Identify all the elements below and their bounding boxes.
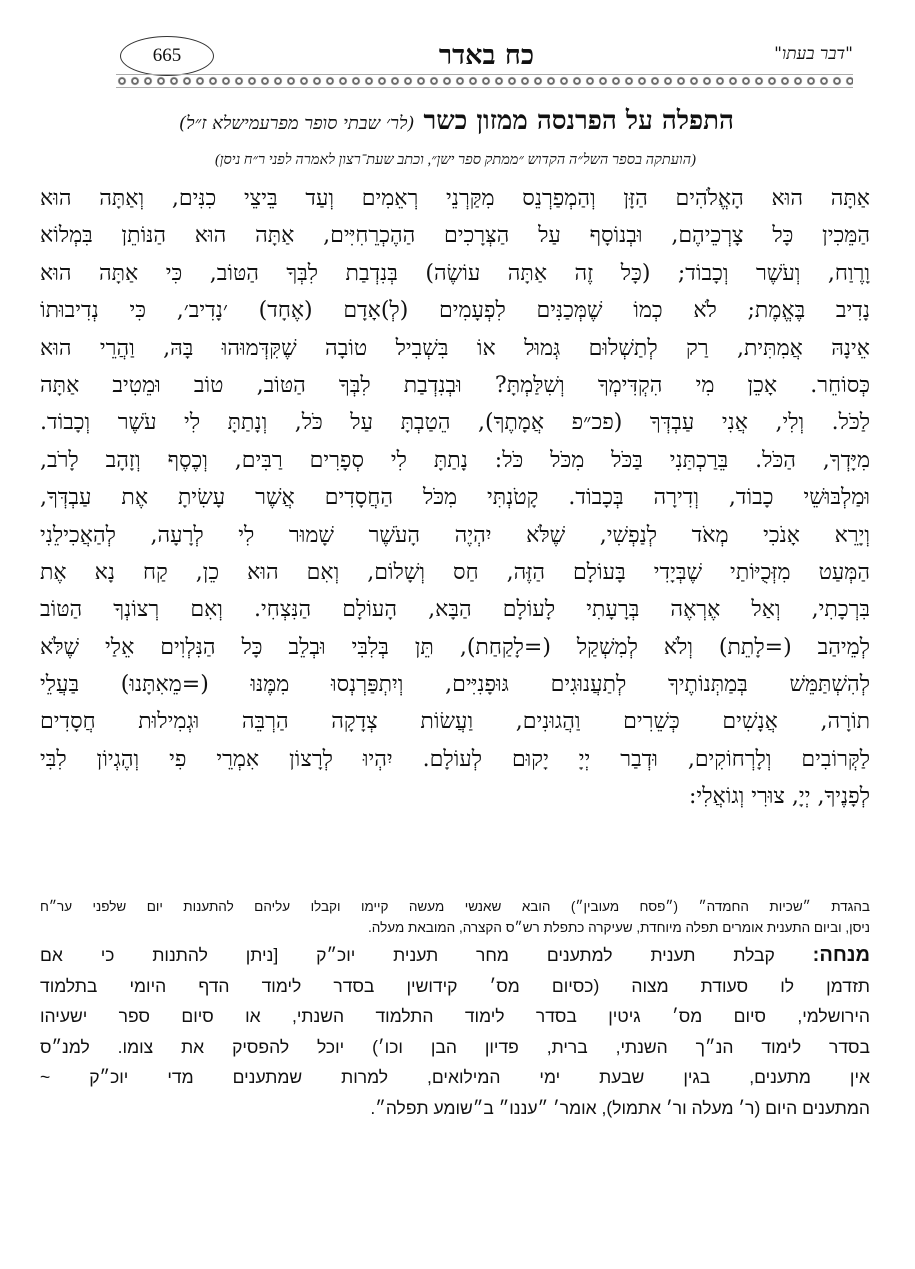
prayer-line: לְהִשְׁתַּמֵּשׁ בְּמַתְּנוֹתֶיךָ לְתַעֲנוּגִים גּוּפָנִיִּים, וְיִתְפַּרְנְסוּ מִמֶּנּוּ (=מֵאִתָּנוּ) בַּעֲלֵי: [40, 672, 870, 698]
prayer-author-note: (לר׳ שבתי סופר מפרעמישלא ז״ל): [179, 113, 415, 134]
prayer-heading: [40, 106, 873, 136]
mincha-line: המתענים היום (ר׳ מעלה ור׳ אתמול), אומר׳ ״עננו״ ב״שומע תפלה״.: [370, 1097, 870, 1118]
prayer-line: הַמֵּכִין כָּל צָרְכֵיהֶם, וּבְנוֹסָף עַל הַצְּרָכִים הַהֶכְרֵחִיִּים, אַתָּה הוּא הַנּוֹתֵן בִּמְלוֹא: [40, 223, 870, 249]
mincha-line: אין מתענים, בגין שבעת ימי המילואים, למרות שמתענים מדי יוכ״ק ~: [40, 1067, 870, 1087]
prayer-line: וָרֶוַח, וְעֹשֶׁר וְכָבוֹד; (כָּל זֶה אַתָּה עוֹשֶׂה) בְּנִדְבַת לִבְּךָ הַטּוֹב, כִּי אַתָּה הוּא: [40, 260, 870, 286]
prayer-line: מִיָּדְךָ, הַכֹּל. בֵּרַכְתַּנִי בַּכֹּל מִכֹּל כֹּל: נָתַתָּ לִי סְפָרִים רַבִּים, וְכֶסֶף וְזָהָב לָרֹב,: [40, 447, 870, 473]
mincha-line: בסדר לימוד הנ״ך השנתי, ברית, פדיון הבן וכו׳) יוכל להפסיק את צומו. למנ״ס: [40, 1036, 870, 1057]
prayer-line: הַמְּעַט מִזְּכֻיּוֹתַי שֶׁבְּיָדִי בָּעוֹלָם הַזֶּה, חַס וְשָׁלוֹם, וְאִם הוּא כֵן, קַח נָא אֶת: [40, 559, 870, 585]
mincha-line: תזדמן לו סעודת מצוה (כסיום מס׳ קידושין בסדר לימוד הדף היומי בתלמוד: [40, 975, 870, 996]
date-heading: כח באדר: [438, 40, 535, 71]
book-title: "דבר בעתו": [774, 44, 853, 64]
prayer-line: כְּסוֹחֵר. אָכֵן מִי הִקְדִּימְךָ וְשִׁלַּמְתָּ? וּבְנִדְבַת לִבְּךָ הַטּוֹב, טוֹב וּמֵטִיב אַתָּה: [40, 372, 870, 398]
footnote-line: ניסן, וביום התענית אומרים תפלה מיוחדת, שעיקרה כתפלת רש״ס הקצרה, המובאת מעלה.: [368, 920, 870, 935]
prayer-line: לְפָנֶיךָ, יְיָ, צוּרִי וְגוֹאֲלִי:: [689, 784, 870, 810]
footnote: [40, 896, 870, 938]
ornamental-border: [116, 74, 853, 88]
prayer-line: אַתָּה הוּא הָאֱלֹהִים הַזָּן וְהַמְפַרְנֵס מִקַּרְנֵי רְאֵמִים וְעַד בֵּיצֵי כִנִּים, וְאַתָּה הוּא: [40, 186, 870, 211]
prayer-line: נָדִיב בֶּאֱמֶת; לֹא כְמוֹ שֶׁמְּכַנִּים לִפְעָמִים (לְ)אָדָם (אֶחָד) ׳נָדִיב׳, כִּי נְדִיבוּתוֹ: [40, 298, 870, 324]
page-number: 665: [120, 36, 214, 76]
prayer-line: לַכֹּל. וְלִי, אֲנִי עַבְדְּךָ (פכ״פ אֲמָתֶךָ), הֵטַבְתָּ עַל כֹּל, וְנָתַתָּ לִי עֹשֶׁר וְכָבוֹד.: [40, 410, 870, 436]
prayer-source-note: (הועתקה בספר השל״ה הקדוש ״ממתק ספר ישן״, וכתב שעת־רצון לאמרה לפני ר״ח ניסן): [215, 152, 696, 168]
prayer-text: [40, 180, 870, 816]
mincha-line: הירושלמי, סיום מס׳ גיטין בסדר לימוד התלמוד השנתי, או סיום ספר ישעיהו: [40, 1006, 870, 1026]
prayer-line: אֵינָהּ אֲמִתִּית, רַק לְתַשְׁלוּם גְּמוּל אוֹ בִּשְׁבִיל טוֹבָה שֶׁקִּדְּמוּהוּ בָּהּ, וַהֲרֵי הוּא: [40, 335, 870, 361]
mincha-section: [40, 940, 870, 1123]
prayer-line: לַקְּרוֹבִים וְלָרְחוֹקִים, וּדְבַר יְיָ יָקוּם לְעוֹלָם. יִהְיוּ לְרָצוֹן אִמְרֵי פִי וְהֶגְיוֹן לִבִּי: [40, 746, 870, 772]
mincha-text: קבלת תענית למתענים מחר תענית יוכ״ק [ניתן להתנות כי אם: [40, 945, 813, 965]
prayer-line: וּמַלְבּוּשֵׁי כָבוֹד, וְדִירָה בְּכָבוֹד. קָטֹנְתִּי מִכֹּל הַחֲסָדִים אֲשֶׁר עָשִׂיתָ אֶת עַבְדְּךָ,: [40, 485, 870, 511]
prayer-title: התפלה על הפרנסה ממזון כשר: [423, 106, 734, 136]
mincha-label: מנחה:: [812, 944, 870, 966]
prayer-line: תוֹרָה, אֲנָשִׁים כְּשֵׁרִים וַהֲגוּנִים, וַעֲשׂוֹת צְדָקָה הַרְבֵּה וּגְמִילוּת חֲסָדִים: [40, 709, 870, 735]
prayer-line: בִּרְכָתִי, וְאַל אֶרְאֶה בְּרָעָתִי לָעוֹלָם הַבָּא, הָעוֹלָם הַנִּצְחִי. וְאִם רְצוֹנְךָ הַטּוֹב: [40, 597, 870, 623]
prayer-line: וְיָרֵא אָנֹכִי מְאֹד לְנַפְשִׁי, שֶׁלֹּא יִהְיֶה הָעֹשֶׁר שָׁמוּר לִי לְרָעָה, לְהַאֲכִילֵנִי: [40, 522, 870, 548]
prayer-line: לְמֵיהַב (=לָתֵת) וְלֹא לְמִשְׁקַל (=לָקַחַת), תֵּן בְּלִבִּי וּבְלֵב כָּל הַנִּלְוִים אֵלַי שֶׁלֹּא: [40, 634, 870, 660]
footnote-line: בהגדת ״שכיות החמדה״ (״פסח מעובין״) הובא שאנשי מעשה קיימו וקבלו עליהם להתענות יום שלפני ער״ח: [40, 899, 870, 914]
mincha-line: [40, 940, 870, 971]
